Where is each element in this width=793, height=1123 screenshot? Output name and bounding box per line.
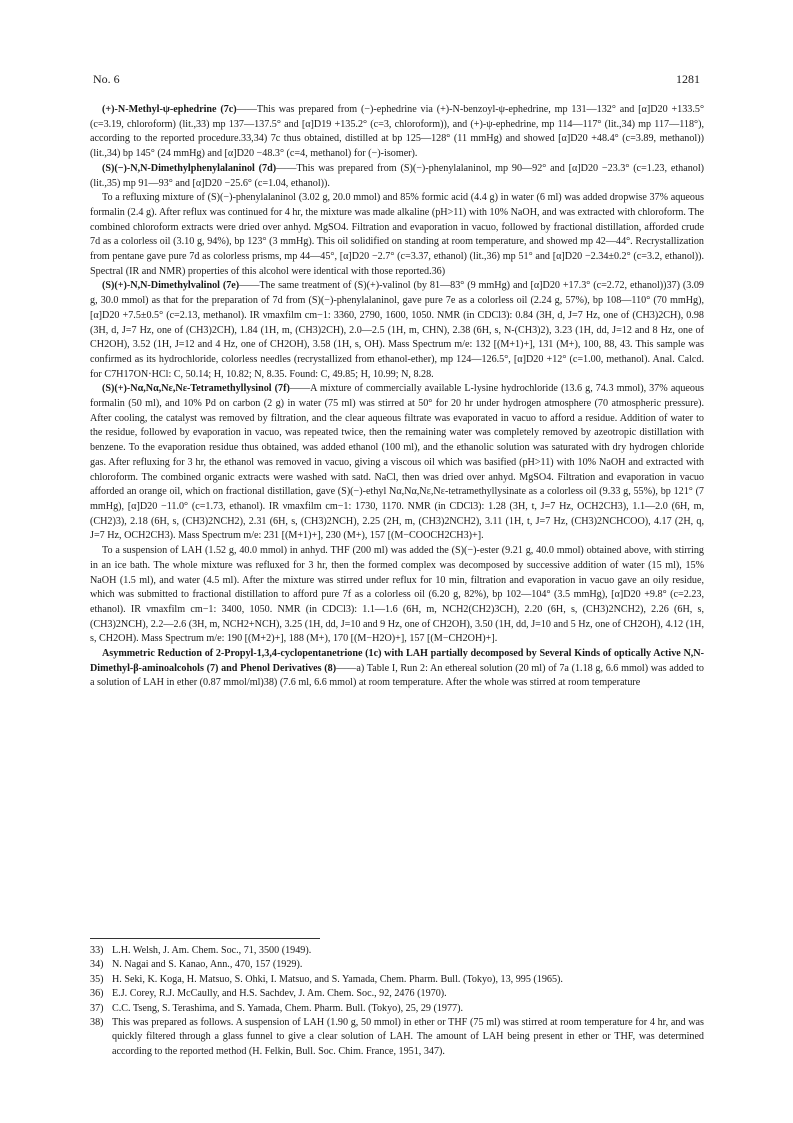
compound-heading: (+)-N-Methyl-ψ-ephedrine (7c) (102, 104, 237, 115)
footnote-text: E.J. Corey, R.J. McCaully, and H.S. Sachdev, J. Am. Chem. Soc., 92, 2476 (1970). (112, 988, 447, 1000)
footnote-text: N. Nagai and S. Kanao, Ann., 470, 157 (1929). (112, 959, 303, 971)
paragraph-text: ——The same treatment of (S)(+)-valinol (by 81—83° (9 mmHg) and [α]D20 +17.3° (c=2.72, ethanol))37) (3.09 g, 30.0 mmol) as that for the preparation of 7d from (S)(−)-phenylalaninol, gave pure 7e as a colorless oil (2.24 g, 57%), bp 108—110° (70 mmHg), [α]D20 +7.5±0.5° (c=2.13, methanol). IR νmaxfilm cm−1: 3360, 2790, 1600, 1050. NMR (in CDCl3): 0.84 (3H, d, J=7 Hz, one of (CH3)2CH), 0.98 (3H, d, J=7 Hz, one of (CH3)2CH), 1.84 (1H, m, (CH3)2CH), 2.0—2.5 (1H, m, CHN), 2.38 (6H, s, N-(CH3)2), 3.23 (1H, dd, J=12 and 8 Hz, one of CH2OH), 3.52 (1H, J=12 and 4 Hz, one of CH2OH), 3.58 (1H, s, OH). Mass Spectrum m/e: 132 [(M+1)+], 131 (M+), 100, 88, 43. This sample was confirmed as its hydrochloride, colorless needles (recrystallized from ethanol-ether), mp 124—126.5°, [α]D20 +12° (c=1.00, methanol). Anal. Calcd. for C7H17ON·HCl: C, 50.14; H, 10.82; N, 8.35. Found: C, 49.85; H, 10.99; N, 8.28. (90, 280, 704, 380)
paragraph-7f (90, 382, 704, 544)
footnote-34 (90, 958, 704, 972)
main-text (90, 103, 704, 691)
footnote-number: 34) (90, 959, 104, 971)
paragraph-text: ——a) Table I, Run 2: An ethereal solution (20 ml) of 7a (1.18 g, 6.6 mmol) was added to a solution of LAH in ether (0.87 mmol/ml)38) (7.6 ml, 6.6 mmol) at room temperature. After the whole was stirred at room temperature (90, 662, 704, 689)
footnote-33 (90, 944, 704, 958)
footnote-text: C.C. Tseng, S. Terashima, and S. Yamada, Chem. Pharm. Bull. (Tokyo), 25, 29 (1977). (112, 1002, 464, 1014)
paragraph-7d (90, 162, 704, 191)
issue-number: No. 6 (93, 72, 120, 86)
compound-heading: (S)(−)-N,N-Dimethylphenylalaninol (7d) (102, 162, 277, 174)
paragraph-asymmetric-reduction (90, 647, 704, 691)
footnote-text: This was prepared as follows. A suspension of LAH (1.90 g, 50 mmol) in ether or THF (75 ml) was stirred at room temperature for 4 hr, and was quickly filtered through a glass funnel to give a clear solution of LAH. The amount of LAH being present in ether or THF, was determined according to the reported method (H. Felkin, Bull. Soc. Chim. France, 1951, 347). (112, 1017, 704, 1057)
paragraph-text: ——This was prepared from (S)(−)-phenylalaninol, mp 90—92° and [α]D20 −23.3° (c=1.23, ethanol) (lit.,35) mp 91—93° and [α]D20 −25.6° (c=1.04, ethanol)). (90, 162, 704, 189)
paragraph-7e (90, 279, 704, 382)
footnote-number: 35) (90, 973, 104, 985)
footnote-37 (90, 1002, 704, 1016)
footnote-35 (90, 973, 704, 987)
footnotes (90, 944, 704, 1059)
paragraph-text: ——A mixture of commercially available L-lysine hydrochloride (13.6 g, 74.3 mmol), 37% aqueous formalin (50 ml), and 10% Pd on carbon (2 g) in water (75 ml) was stirred at 50° for 20 hr under hydrogen atmosphere (70 atmospheric pressure). After cooling, the catalyst was removed by filtration, and the clear aqueous filtrate was evaporated in vacuo to afford a residue. Addition of water to the residue, followed by evaporation in vacuo, was repeated twice, then the remaining water was completely removed by azeotropic distillation with benzene. To the evaporation residue thus obtained, was added ethanol (100 ml), and the ethanolic solution was saturated with dry hydrogen chloride gas. After refluxing for 3 hr, the ethanol was removed in vacuo, giving a viscous oil which was basified (pH>11) with 10% NaOH and extracted with chloroform. The combined organic extracts were washed with satd. NaCl, then was dried over anhyd. MgSO4. Filtration and evaporation in vacuo afforded an orange oil, which on fractional distillation, gave (S)(−)-ethyl Nα,Nα,Nε,Nε-tetramethyllysinate as a colorless oil (9.33 g, 55%), bp 121° (7 mmHg), [α]D20 −11.0° (c=1.73, ethanol). IR νmaxfilm cm−1: 1730, 1170. NMR (in CDCl3): 1.28 (3H, t, J=7 Hz, OCH2CH3), 1.1—2.0 (6H, m, (CH2)3), 2.18 (6H, s, (CH3)2NCH2), 2.31 (6H, s, (CH3)2NCH), 2.25 (2H, m, (CH3)2NCH2), 3.11 (1H, t, J=7 Hz, (CH3)2NCHCOO), 4.17 (2H, q, J=7 Hz, OCH2CH3). Mass Spectrum m/e: 231 [(M+1)+], 230 (M+), 157 [(M−COOCH2CH3)+]. (90, 383, 704, 542)
footnote-text: H. Seki, K. Koga, H. Matsuo, S. Ohki, I. Matsuo, and S. Yamada, Chem. Pharm. Bull. (Tokyo), 13, 995 (1965). (112, 973, 563, 985)
page-number: 1281 (676, 72, 700, 86)
paragraph-7c (90, 103, 704, 162)
paragraph-7d-procedure (90, 191, 704, 279)
compound-heading: (S)(+)-N,N-Dimethylvalinol (7e) (102, 280, 240, 292)
footnote-36 (90, 987, 704, 1001)
footnote-number: 38) (90, 1017, 104, 1029)
footnote-number: 33) (90, 945, 104, 956)
footnote-divider (90, 938, 320, 939)
footnote-number: 36) (90, 988, 104, 1000)
compound-heading: (S)(+)-Nα,Nα,Nε,Nε-Tetramethyllysinol (7f) (102, 383, 290, 395)
footnote-38 (90, 1016, 704, 1059)
paragraph-text: To a suspension of LAH (1.52 g, 40.0 mmol) in anhyd. THF (200 ml) was added the (S)(−)-ester (9.21 g, 40.0 mmol) obtained above, with stirring in an ice bath. The whole mixture was refluxed for 3 hr, then the formed complex was decomposed by successive addition of water (15 ml), 15% NaOH (1.5 ml), and water (4.5 ml). After the mixture was stirred under reflux for 10 min, filtration and evaporation in vacuo gave an oily residue, which was submitted to fractional distillation to afford pure 7f as a colorless oil (6.20 g, 82%), bp 102—104° (3.5 mmHg), [α]D20 +9.8° (c=2.23, ethanol). IR νmaxfilm cm−1: 3400, 1050. NMR (in CDCl3): 1.1—1.6 (6H, m, NCH2(CH2)3CH), 2.20 (6H, s, (CH3)2NCH2), 2.26 (6H, s, (CH3)2NCH), 2.2—2.6 (3H, m, NCH2+NCH), 3.25 (1H, dd, J=10 and 9 Hz, one of CH2OH), 3.50 (1H, dd, J=10 and 5 Hz, one of CH2OH), 4.12 (1H, s, CH2OH). Mass Spectrum m/e: 190 [(M+2)+], 188 (M+), 170 [(M−H2O)+], 157 [(M−CH2OH)+]. (90, 545, 704, 645)
section-heading: Asymmetric Reduction of 2-Propyl-1,3,4-cyclopentanetrione (1c) with LAH partially decomposed by Several Kinds of optically Active N,N-Dimethyl-β-aminoalcohols (7) and Phenol Derivatives (8) (90, 648, 704, 674)
footnote-number: 37) (90, 1002, 104, 1014)
paragraph-text: To a refluxing mixture of (S)(−)-phenylalaninol (3.02 g, 20.0 mmol) and 85% formic acid (4.4 g) in water (6 ml) was added dropwise 37% aqueous formalin (2.4 g). After reflux was continued for 4 hr, the mixture was made alkaline (pH>11) with 10% NaOH, and was extracted with chloroform. The combined chloroform extracts were dried over anhyd. MgSO4. Filtration and evaporation in vacuo, followed by fractional distillation, afforded crude 7d as a colorless oil (3.10 g, 94%), bp 123° (3 mmHg). This oil solidified on standing at room temperature, and showed mp 42—44°. Recrystallization from pentane gave pure 7d as colorless prisms, mp 44—45°, [α]D20 −2.7° (c=3.37, ethanol) (lit.,36) mp 51° and [α]D20 −2.34±0.2° (c=3.2, ethanol)). Spectral (IR and NMR) properties of this alcohol were identical with those reported.36) (90, 192, 704, 277)
paragraph-7f-reduction (90, 544, 704, 647)
paragraph-text: ——This was prepared from (−)-ephedrine via (+)-N-benzoyl-ψ-ephedrine, mp 131—132° and [α]D20 +133.5° (c=3.19, chloroform) (lit.,33) mp 137—137.5° and [α]D19 +135.2° (c=3, chloroform)), and (+)-ψ-ephedrine, mp 114—117° (lit.,34) mp 117—118°), according to the reported procedure.33,34) 7c thus obtained, distilled at bp 125—128° (11 mmHg) and showed [α]D20 +48.4° (c=3.89, methanol)) (lit.,34) bp 145° (24 mmHg) and [α]D20 −48.3° (c=4, methanol) for (−)-isomer). (90, 104, 704, 160)
footnote-text: L.H. Welsh, J. Am. Chem. Soc., 71, 3500 (1949). (112, 945, 312, 956)
